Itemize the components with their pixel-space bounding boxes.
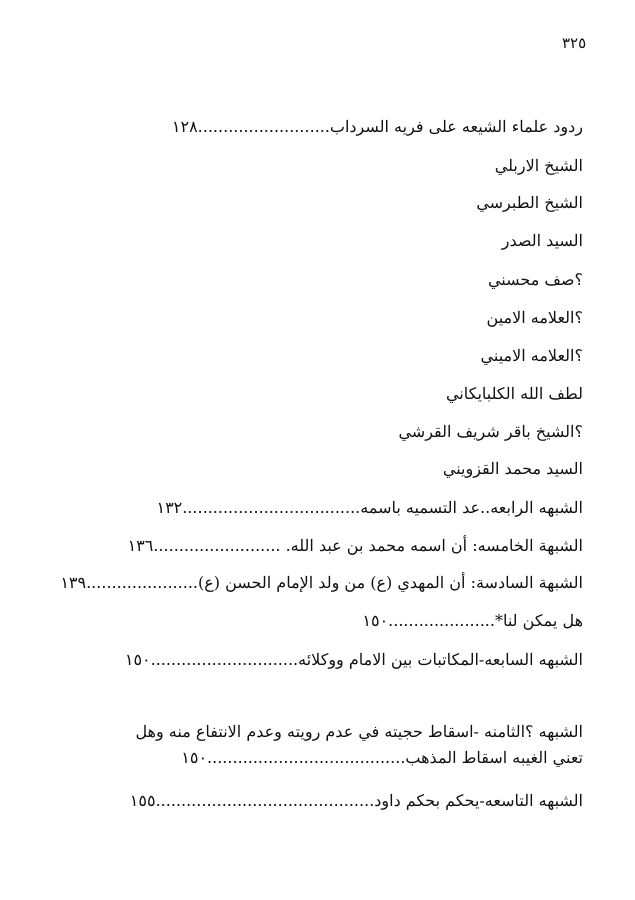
toc-entry: ؟صف محسني	[487, 270, 583, 289]
toc-entry: هل يمكن لنا*.....................١٥٠	[362, 611, 583, 630]
toc-entry: ردود علماء الشيعه على فريه السرداب..........................١٢٨	[171, 117, 583, 136]
toc-entry: الشبهه ؟الثامنه -اسقاط حجيته في عدم رويته وعدم الانتفاع منه وهل تعني الغيبه اسقاط المذهب.......................................١٥٠	[135, 722, 583, 767]
toc-entry: الشبهه الرابعه..عد التسميه باسمه...................................١٣٢	[156, 498, 583, 517]
toc-entry: ؟العلامه الاميني	[480, 346, 583, 365]
toc-entry: ؟العلامه الامين	[486, 308, 583, 327]
page-number: ٣٢٥	[562, 34, 587, 52]
toc-entry: الشبهة السادسة: أن المهدي (ع) من ولد الإمام الحسن (ع)......................١٣٩	[60, 573, 583, 592]
toc-entry: لطف الله الكلبايكاني	[445, 384, 583, 403]
toc-entry: الشيخ الاربلي	[494, 156, 583, 175]
toc-entry: الشبهة الخامسه: أن اسمه محمد بن عبد الله. .........................١٣٦	[127, 536, 583, 555]
toc-entry: السيد الصدر	[501, 231, 583, 250]
toc-entry: السيد محمد القزويني	[442, 459, 583, 478]
toc-entry: الشيخ الطبرسي	[476, 193, 583, 212]
toc-entry: الشبهه التاسعه-يحكم بحكم داود...........................................١٥٥	[129, 791, 583, 810]
toc-entry: ؟الشيخ باقر شريف القرشي	[398, 422, 583, 441]
toc-entry: الشبهه السابعه-المكاتبات بين الامام ووكلائه.............................١٥٠	[124, 650, 583, 669]
